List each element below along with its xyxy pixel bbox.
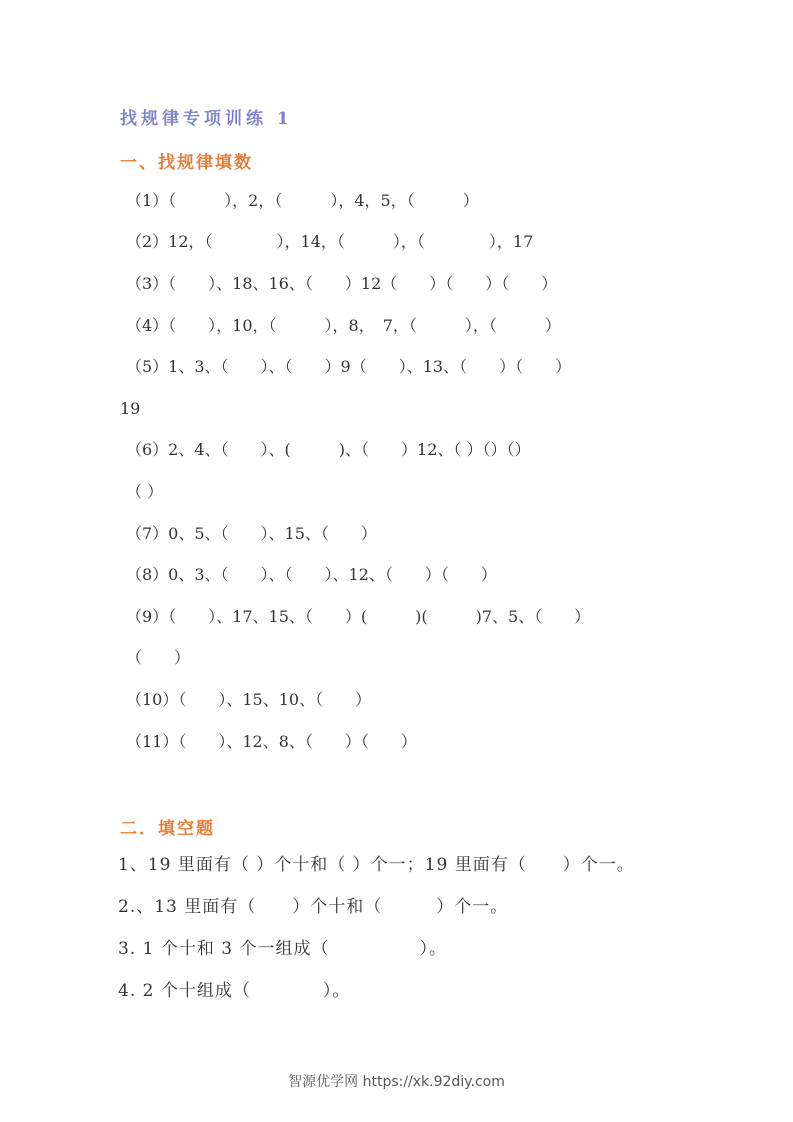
question-line: （3）（ ）、18、16、（ ）12（ ）（ ）（ ） <box>126 274 558 293</box>
question-line: （9）（ ）、17、15、（ ）( )( )7、5、（ ） <box>126 607 591 626</box>
question-line: （8）0、3、（ ）、（ ）、12、（ ）（ ） <box>126 565 497 584</box>
question-line-continuation: 19 <box>120 399 141 418</box>
question-line: （7）0、5、（ ）、15、（ ） <box>126 524 377 543</box>
question-line: （5）1、3、（ ）、（ ）9（ ）、13、（ ）（ ） <box>126 357 572 376</box>
question-line: （6）2、4、（ ）、( )、（ ）12、（ ）（）（） <box>126 440 531 459</box>
fill-blank-question: 1、19 里面有（ ）个十和（ ）个一；19 里面有（ ）个一。 <box>118 855 635 875</box>
fill-blank-question: 2.、13 里面有（ ）个十和（ ）个一。 <box>118 897 509 917</box>
question-line: （10）（ ）、15、10、（ ） <box>126 690 372 709</box>
question-line-continuation: （ ） <box>126 648 191 667</box>
section-heading-fill-blanks: 二．填空题 <box>120 819 215 839</box>
footer-watermark: 智源优学网 https://xk.92diy.com <box>288 1074 505 1090</box>
question-line: （4）（ ），10，（ ），8， 7，（ ），（ ） <box>126 316 561 335</box>
question-line-continuation: （ ） <box>126 482 164 501</box>
question-line: （2）12，（ ），14，（ ），（ ），17 <box>126 232 534 251</box>
question-line: （11）（ ）、12、8、（ ）（ ） <box>126 732 417 751</box>
question-line: （1）（ ），2，（ ），4，5，（ ） <box>126 191 479 210</box>
page-title: 找规律专项训练 1 <box>120 109 293 129</box>
fill-blank-question: 3. 1 个十和 3 个一组成（ ）。 <box>118 939 447 959</box>
section-heading-fill-pattern: 一、找规律填数 <box>120 153 253 173</box>
fill-blank-question: 4. 2 个十组成（ ）。 <box>118 981 351 1001</box>
